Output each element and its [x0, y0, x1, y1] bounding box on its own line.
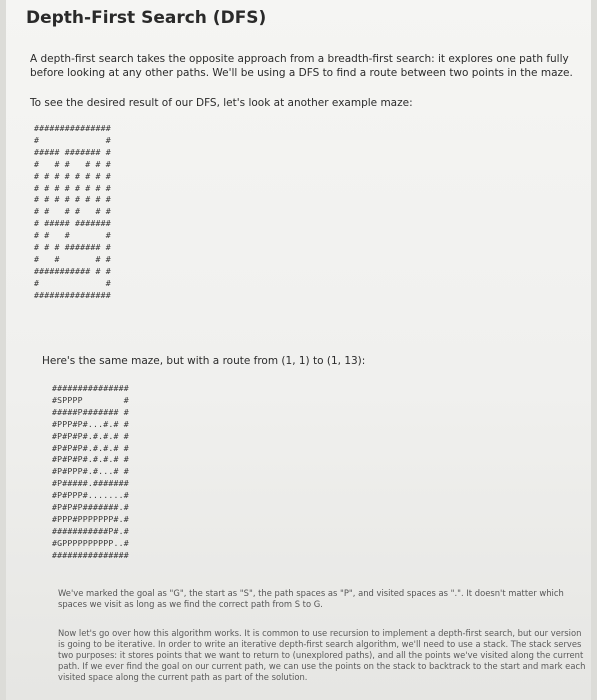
example-maze: ############### # # ##### ####### # # # # # # # # # # # # # # # # # # # # # # # # # # # # # # # # # # # # # # ##### ####### # # # # # # # ####### # # # # # ########### # # # # ############### [34, 123, 111, 300]
intro-paragraph: A depth-first search takes the opposite approach from a breadth-first search: it explores one path fully before looking at any other paths. We'll be using a DFS to find a route between two points in the maze. [30, 53, 573, 79]
maze-lead-paragraph: To see the desired result of our DFS, let's look at another example maze: [30, 97, 413, 109]
legend-explanation: We've marked the goal as "G", the start as "S", the path spaces as "P", and visited spaces as ".". It doesn't matter which spaces we visit as long as we find the correct path from S to G. [58, 588, 564, 609]
route-lead-paragraph: Here's the same maze, but with a route from (1, 1) to (1, 13): [42, 355, 366, 367]
page-title: Depth-First Search (DFS) [26, 8, 267, 28]
document-page [6, 0, 591, 700]
maze-with-route: ############### #SPPPP # #####P####### # #PPP#P#...#.# # #P#P#P#.#.#.# # #P#P#P#.#.#.# # #P#P#P#.#.#.# # #P#PPP#.#...# # #P#####.####### #P#PPP#.......# #P#P#P#######.# #PPP#PPPPPPP#.# ###########P#.# #GPPPPPPPPPP..# ############### [52, 383, 129, 560]
algorithm-explanation: Now let's go over how this algorithm works. It is common to use recursion to implement a depth-first search, but our version is going to be iterative. In order to write an iterative depth-first search algorithm, we'll need to use a stack. The stack serves two purposes: it stores points that we want to return to (unexplored paths), and all the points we've visited along the current path. If we ever find the goal on our current path, we can use the points on the stack to backtrack to the start and mark each visited space along the current path as part of the solution. [58, 628, 586, 682]
